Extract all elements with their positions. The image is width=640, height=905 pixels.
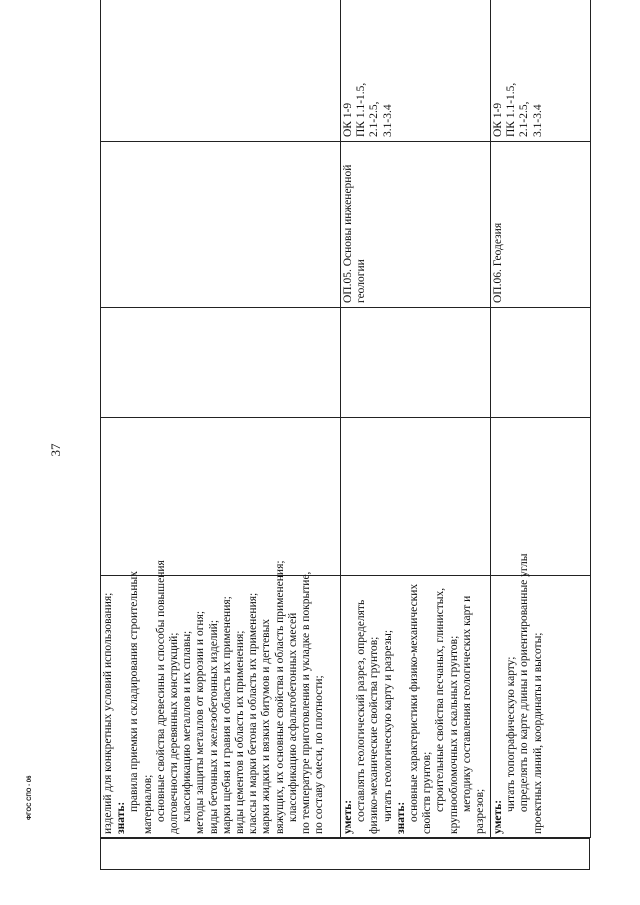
requirement-line: марки щебня и гравия и область их применения; <box>220 596 233 834</box>
requirement-line: методику составления геологических карт и <box>460 595 473 812</box>
requirement-line: физико-механические свойства грунтов; <box>368 636 381 834</box>
requirement-line: проектных линий, координаты и высоты; <box>531 632 544 834</box>
module-cell: ОП.06. Геодезия <box>491 142 591 308</box>
requirement-line: основные характеристики физико-механических <box>408 583 421 822</box>
requirement-line: определять по карте длины и ориентированные углы <box>518 553 531 812</box>
requirement-line: уметь: <box>342 799 354 834</box>
requirement-line: классы и марки бетона и область их применения; <box>247 592 260 834</box>
requirement-line: свойств грунтов; <box>421 751 434 834</box>
table-row <box>341 0 491 838</box>
requirement-line: вяжущих, их основные свойства и область применения; <box>273 560 286 834</box>
table-row <box>101 0 341 838</box>
module-cell <box>101 142 341 308</box>
empty-cell <box>491 308 591 418</box>
requirement-line: марки жидких и вязких битумов и дегтевых <box>260 618 273 834</box>
requirement-line: классификацию асфальтобетонных смесей <box>286 612 299 822</box>
requirement-line: по температуре приготовления и укладке в покрытие, <box>300 571 313 834</box>
requirement-line: виды цементов и область их применения; <box>234 630 247 834</box>
requirement-line: методы защиты металлов от коррозии и огня; <box>194 610 207 834</box>
empty-cell <box>491 418 591 576</box>
table-left-index-column <box>100 838 590 870</box>
page-number: 37 <box>48 443 63 457</box>
requirement-line: знать: <box>115 801 128 834</box>
requirement-line: классификацию металлов и их сплавы; <box>181 630 194 822</box>
requirement-line: уметь: <box>492 799 504 834</box>
requirement-line: виды бетонных и железобетонных изделий; <box>207 619 220 834</box>
requirement-line: материалов; <box>141 774 154 834</box>
rotated-table-page <box>100 0 590 870</box>
table-body <box>101 0 591 838</box>
requirements-cell <box>341 576 491 838</box>
module-cell: ОП.05. Основы инженерной геологии <box>341 142 491 308</box>
requirement-line: знать: <box>394 801 407 834</box>
empty-cell <box>341 308 491 418</box>
requirement-line: долговечности деревянных конструкций; <box>168 632 181 834</box>
empty-cell <box>101 308 341 418</box>
requirement-line: по составу смеси, по плотности; <box>313 675 326 834</box>
requirement-line: разрезов; <box>474 788 487 834</box>
requirements-cell <box>101 560 341 838</box>
requirement-line: основные свойства древесины и способы повышения <box>154 560 167 822</box>
requirement-line: крупнообломочных и скальных грунтов; <box>447 635 460 834</box>
empty-cell <box>101 418 341 576</box>
standard-table <box>100 0 591 838</box>
requirement-line: читать геологическую карту и разрезы; <box>381 629 394 822</box>
requirements-cell <box>491 553 591 838</box>
competences-cell <box>101 0 341 142</box>
requirement-line: составлять геологический разрез, определять <box>355 599 368 822</box>
requirement-line: читать топографическую карту; <box>505 656 518 812</box>
requirement-line: строительные свойства песчаных, глинистых, <box>434 587 447 812</box>
empty-cell <box>341 418 491 576</box>
footer-note: ФГОС СПО - 06 <box>27 775 33 820</box>
table-row <box>491 0 591 838</box>
requirement-line: изделий для конкретных условий использования; <box>102 592 114 834</box>
requirement-line: правила приемки и складирования строительных <box>128 571 141 812</box>
competences-cell: ОК 1-9 ПК 1.1-1.5, 2.1-2.5, 3.1-3.4 <box>341 0 491 142</box>
competences-cell: ОК 1-9 ПК 1.1-1.5, 2.1-2.5, 3.1-3.4 <box>491 0 591 142</box>
